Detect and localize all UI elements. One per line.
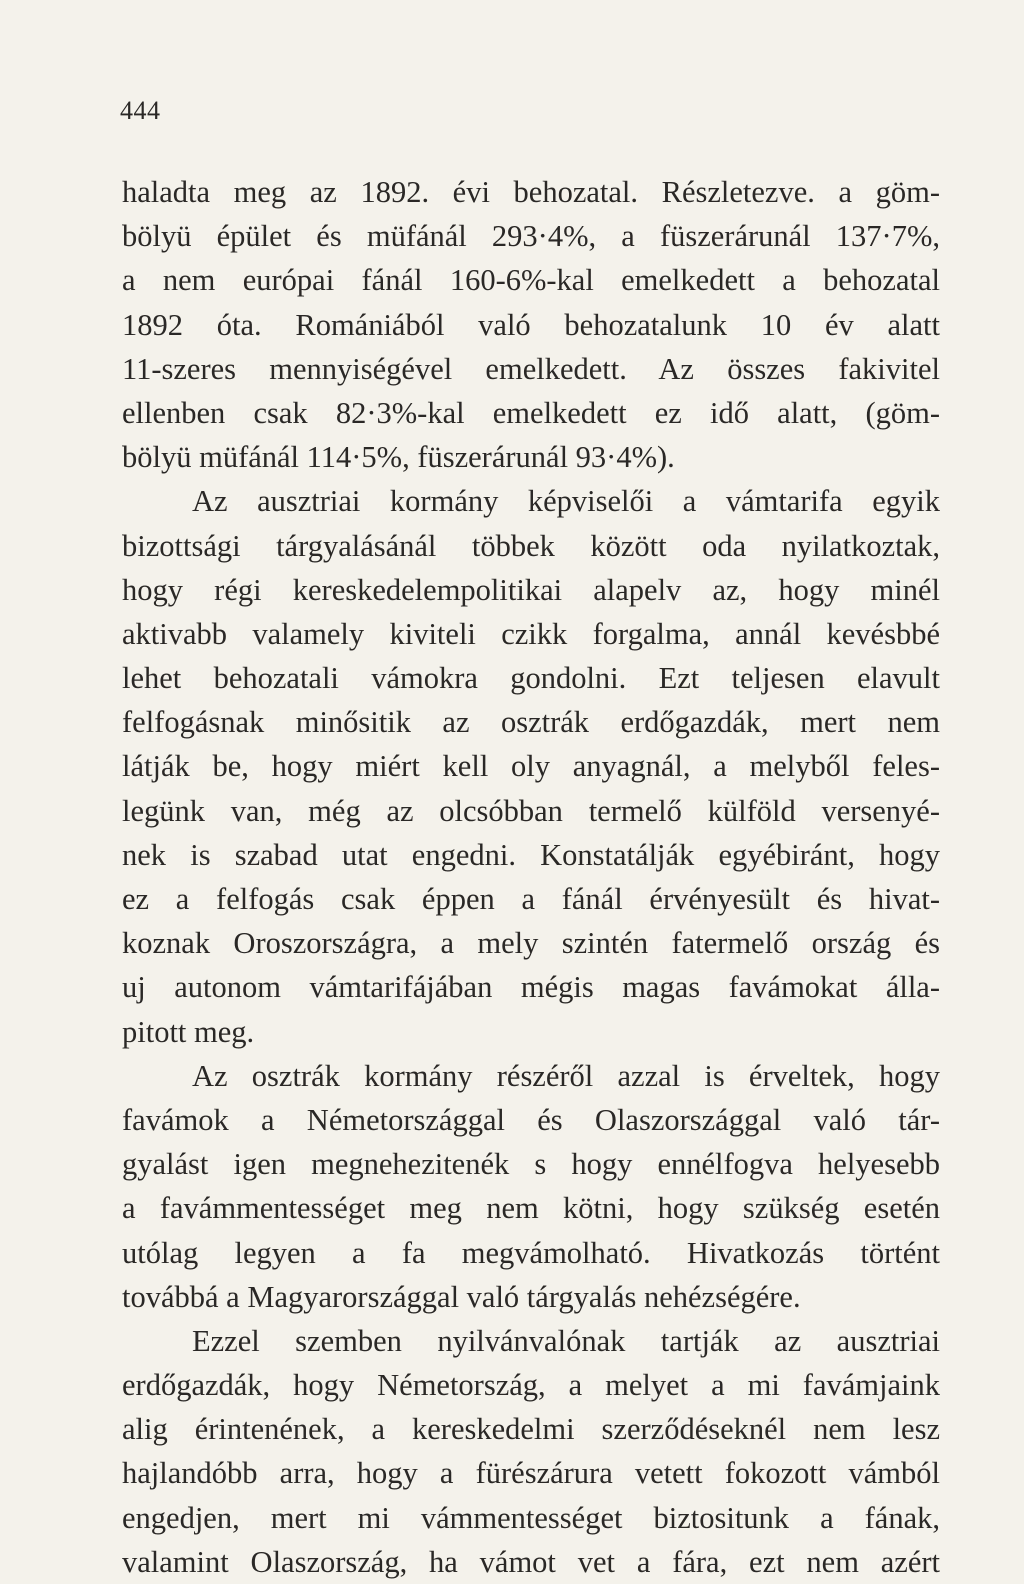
text-line: Ezzel szemben nyilvánvalónak tartják az ausztriai (192, 1323, 940, 1358)
text-line: felfogásnak minősitik az osztrák erdőgazdák, mert nem (122, 705, 940, 740)
text-line: továbbá a Magyarországgal való tárgyalás nehézségére. (122, 1279, 801, 1314)
text-line: valamint Olaszország, ha vámot vet a fára, ezt nem azért (122, 1544, 940, 1579)
text-line: a nem európai fánál 160-6%-kal emelkedett a behozatal (122, 263, 940, 298)
text-line: 11-szeres mennyiségével emelkedett. Az összes fakivitel (122, 351, 940, 386)
text-line: alig érintenének, a kereskedelmi szerződéseknél nem lesz (122, 1412, 940, 1447)
text-line: erdőgazdák, hogy Németország, a melyet a mi favámjaink (122, 1368, 940, 1403)
text-line: ellenben csak 82·3%-kal emelkedett ez idő alatt, (göm- (122, 395, 940, 430)
text-line: nek is szabad utat engedni. Konstatálják egyébiránt, hogy (122, 837, 940, 872)
text-line: gyalást igen megnehezitenék s hogy ennélfogva helyesebb (122, 1147, 940, 1182)
text-line: uj autonom vámtarifájában mégis magas favámokat álla- (122, 970, 940, 1005)
text-line: Az osztrák kormány részéről azzal is érveltek, hogy (192, 1058, 940, 1093)
text-line: legünk van, még az olcsóbban termelő külföld versenyé- (122, 793, 940, 828)
text-line: aktivabb valamely kiviteli czikk forgalma, annál kevésbbé (122, 616, 940, 651)
text-line: lehet behozatali vámokra gondolni. Ezt teljesen elavult (122, 661, 940, 696)
text-line: a favámmentességet meg nem kötni, hogy szükség esetén (122, 1191, 940, 1226)
text-line: haladta meg az 1892. évi behozatal. Részletezve. a göm- (122, 175, 940, 209)
text-line: ez a felfogás csak éppen a fánál érvényesült és hivat- (122, 882, 940, 916)
text-line: hogy régi kereskedelempolitikai alapelv az, hogy minél (122, 572, 940, 607)
text-line: bölyü müfánál 114·5%, füszerárunál 93·4%). (122, 440, 675, 475)
text-line: engedjen, mert mi vámmentességet biztositunk a fának, (122, 1500, 940, 1535)
text-line: 1892 óta. Romániából való behozatalunk 10 év alatt (122, 307, 940, 342)
text-line: látják be, hogy miért kell oly anyagnál, a melyből feles- (122, 749, 940, 784)
text-line: koznak Oroszországra, a mely szintén fatermelő ország és (122, 926, 940, 961)
body-text (122, 170, 940, 1584)
text-line: pitott meg. (122, 1014, 255, 1049)
text-line: bölyü épület és müfánál 293·4%, a füszerárunál 137·7%, (122, 219, 940, 254)
text-line: utólag legyen a fa megvámolható. Hivatkozás történt (122, 1235, 940, 1270)
text-line: Az ausztriai kormány képviselői a vámtarifa egyik (192, 484, 940, 519)
text-line: favámok a Németországgal és Olaszországgal való tár- (122, 1102, 940, 1137)
text-line: bizottsági tárgyalásánál többek között oda nyilatkoztak, (122, 528, 940, 563)
page-number: 444 (120, 96, 161, 125)
text-line: hajlandóbb arra, hogy a fürészárura vetett fokozott vámból (122, 1456, 940, 1491)
